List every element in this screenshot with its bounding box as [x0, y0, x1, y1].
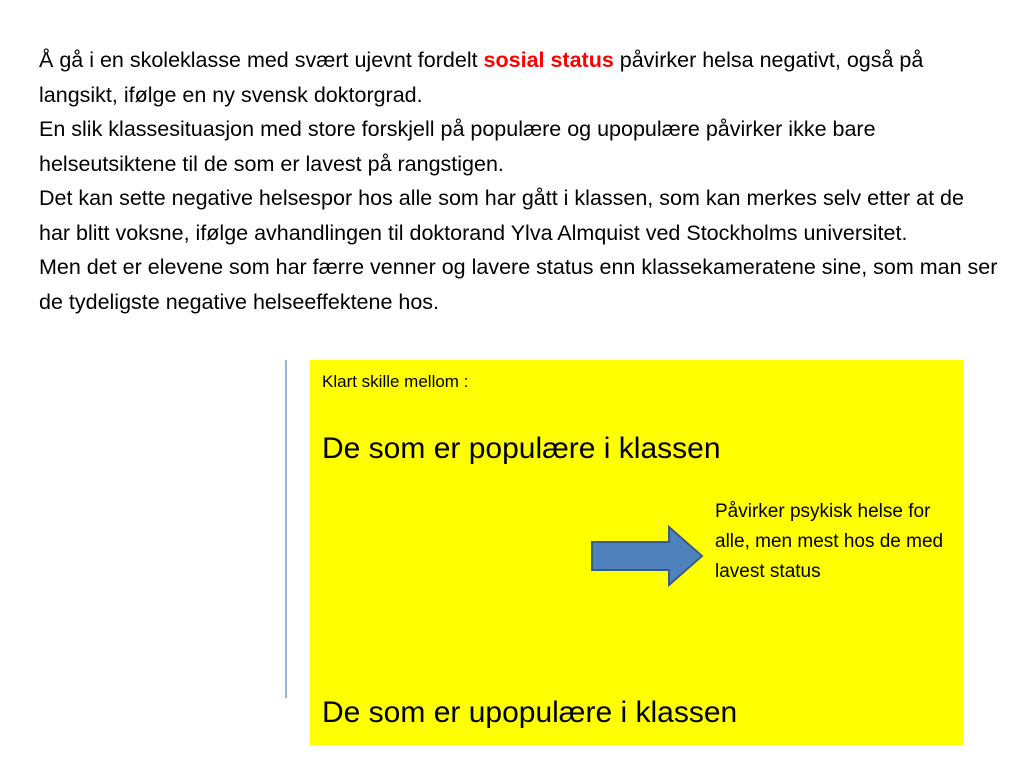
- vertical-divider: [285, 360, 287, 698]
- group-unpopular: De som er upopulære i klassen: [322, 696, 738, 729]
- box-intro-label: Klart skille mellom :: [322, 372, 469, 391]
- highlight-sosial-status: sosial status: [483, 48, 614, 72]
- group-popular: De som er populære i klassen: [322, 432, 721, 465]
- article-text: [39, 43, 999, 319]
- effect-description: Påvirker psykisk helse for alle, men mest hos de med lavest status: [715, 501, 944, 582]
- article-paragraph-2: En slik klassesituasjon med store forskjell på populære og upopulære påvirker ikke bare helseutsiktene til de som er lavest på rangstigen.: [39, 117, 876, 176]
- article-paragraph-1-end: påvirker helsa negativt, også på langsikt, ifølge en ny svensk doktorgrad.: [39, 48, 924, 107]
- right-arrow-icon: [590, 525, 705, 587]
- comparison-box: [310, 360, 963, 745]
- article-paragraph-3: Det kan sette negative helsespor hos alle som har gått i klassen, som kan merkes selv etter at de har blitt voksne, ifølge avhandlingen til doktorand Ylva Almquist ved Stockholms universitet.: [39, 186, 964, 245]
- article-paragraph-4: Men det er elevene som har færre venner og lavere status enn klassekameratene sine, som man ser de tydeligste negative helseeffektene hos.: [39, 255, 998, 314]
- article-paragraph-1: [39, 43, 999, 112]
- article-paragraph-1-start: Å gå i en skoleklasse med svært ujevnt fordelt: [39, 48, 484, 72]
